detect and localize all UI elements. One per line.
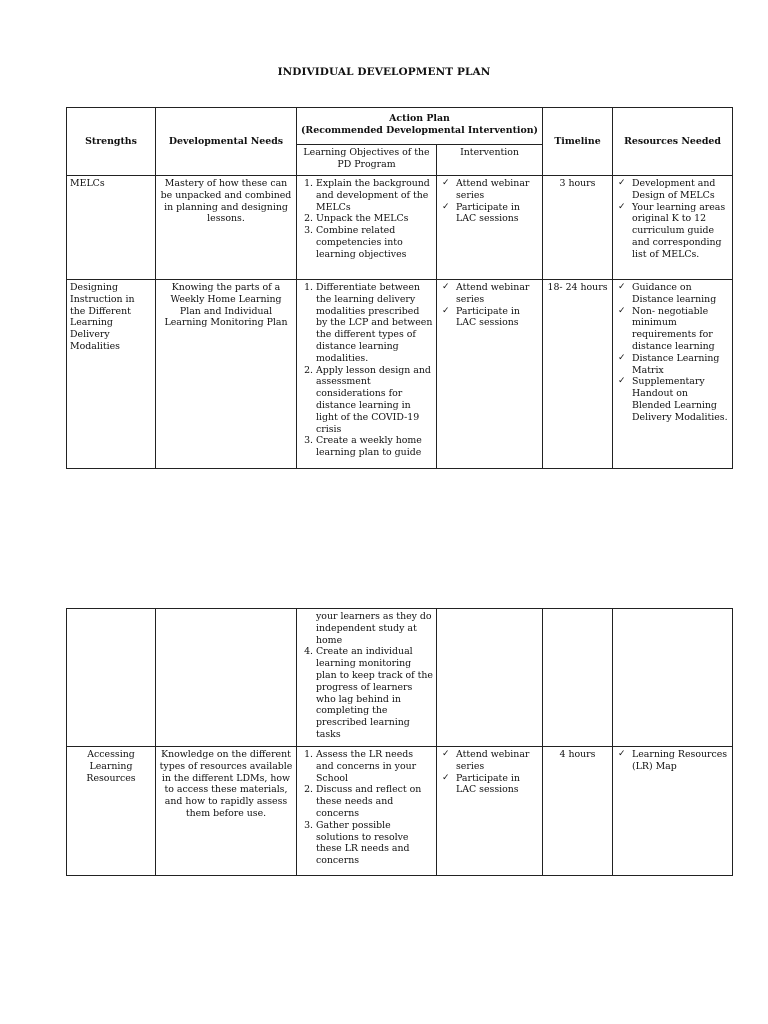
objectives-cell xyxy=(297,176,437,280)
header-intervention: Intervention xyxy=(437,145,543,176)
strength-cell: Accessing Learning Resources xyxy=(67,747,156,876)
objective-continuation: your learners as they do independent study at home xyxy=(316,611,432,646)
list-item: ✓ Participate in LAC sessions xyxy=(440,202,539,226)
list-item: ✓ Attend webinar series xyxy=(440,178,539,202)
list-item: 3. Gather possible solutions to resolve these LR needs and concerns xyxy=(316,820,433,867)
need-cell: Mastery of how these can be unpacked and combined in planning and designing lessons. xyxy=(156,176,297,280)
need-cell xyxy=(156,609,297,747)
header-resources-needed: Resources Needed xyxy=(613,108,733,176)
resources-cell xyxy=(613,176,733,280)
intervention-cell xyxy=(437,609,543,747)
list-item: 1. Explain the background and development of the MELCs xyxy=(316,178,433,213)
intervention-cell xyxy=(437,747,543,876)
strength-cell: Designing Instruction in the Different Learning Delivery Modalities xyxy=(67,280,156,469)
resources-cell xyxy=(613,609,733,747)
header-timeline: Timeline xyxy=(543,108,613,176)
table-row xyxy=(67,747,733,876)
action-plan-title: Action Plan xyxy=(389,113,450,124)
list-item: 1. Differentiate between the learning delivery modalities prescribed by the LCP and between the different types of distance learning modalities. xyxy=(316,282,433,365)
list-item: ✓ Guidance on Distance learning xyxy=(616,282,729,306)
list-item: 2. Apply lesson design and assessment considerations for distance learning in light of the COVID-19 crisis xyxy=(316,365,433,436)
list-item: ✓ Distance Learning Matrix xyxy=(616,353,729,377)
list-item: ✓ Participate in LAC sessions xyxy=(440,306,539,330)
idp-table-part-2 xyxy=(66,608,733,876)
header-action-plan xyxy=(297,108,543,145)
action-plan-subtitle: (Recommended Developmental Intervention) xyxy=(301,124,538,136)
timeline-cell: 3 hours xyxy=(543,176,613,280)
document-title: INDIVIDUAL DEVELOPMENT PLAN xyxy=(277,66,491,78)
list-item: 2. Unpack the MELCs xyxy=(316,213,433,225)
intervention-cell xyxy=(437,280,543,469)
objectives-cell xyxy=(297,747,437,876)
table-row xyxy=(67,280,733,469)
list-item: ✓ Development and Design of MELCs xyxy=(616,178,729,202)
list-item: ✓ Learning Resources (LR) Map xyxy=(616,749,729,773)
list-item: 3. Create a weekly home learning plan to guide xyxy=(316,435,433,459)
timeline-cell: 18- 24 hours xyxy=(543,280,613,469)
header-developmental-needs: Developmental Needs xyxy=(156,108,297,176)
header-learning-objectives: Learning Objectives of the PD Program xyxy=(297,145,437,176)
list-item: 4. Create an individual learning monitoring plan to keep track of the progress of learners who lag behind in completing the prescribed learning tasks xyxy=(316,646,433,740)
header-strengths: Strengths xyxy=(67,108,156,176)
resources-cell xyxy=(613,280,733,469)
objectives-cell xyxy=(297,280,437,469)
list-item: 3. Combine related competencies into learning objectives xyxy=(316,225,433,260)
need-cell: Knowledge on the different types of resources available in the different LDMs, how to access these materials, and how to rapidly assess them before use. xyxy=(156,747,297,876)
list-item: ✓ Your learning areas original K to 12 curriculum guide and corresponding list of MELCs. xyxy=(616,202,729,261)
intervention-cell xyxy=(437,176,543,280)
timeline-cell: 4 hours xyxy=(543,747,613,876)
table-row xyxy=(67,609,733,747)
list-item: ✓ Attend webinar series xyxy=(440,749,539,773)
list-item: ✓ Supplementary Handout on Blended Learning Delivery Modalities. xyxy=(616,376,729,423)
list-item: ✓ Non- negotiable minimum requirements for distance learning xyxy=(616,306,729,353)
list-item: 1. Assess the LR needs and concerns in your School xyxy=(316,749,433,784)
list-item: 2. Discuss and reflect on these needs and concerns xyxy=(316,784,433,819)
strength-cell xyxy=(67,609,156,747)
table-row xyxy=(67,176,733,280)
list-item: ✓ Participate in LAC sessions xyxy=(440,773,539,797)
need-cell: Knowing the parts of a Weekly Home Learning Plan and Individual Learning Monitoring Plan xyxy=(156,280,297,469)
resources-cell xyxy=(613,747,733,876)
objectives-cell xyxy=(297,609,437,747)
strength-cell: MELCs xyxy=(67,176,156,280)
timeline-cell xyxy=(543,609,613,747)
idp-table-part-1 xyxy=(66,107,733,469)
list-item: ✓ Attend webinar series xyxy=(440,282,539,306)
